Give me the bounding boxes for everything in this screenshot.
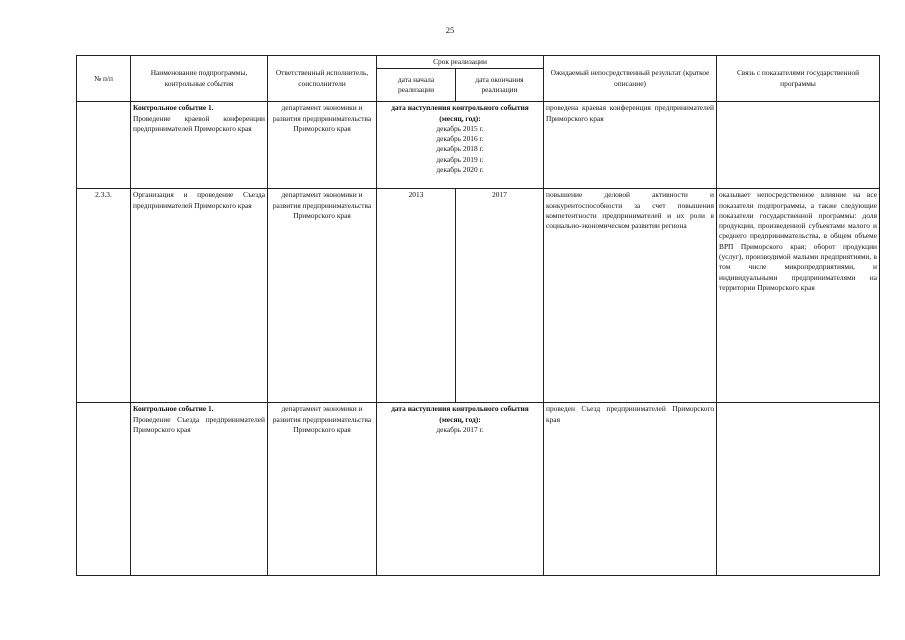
date-title: дата наступления контрольного события (месяц, год):: [391, 404, 529, 424]
page-number: 25: [445, 25, 455, 35]
date-item: декабрь 2016 г.: [436, 134, 484, 144]
row-num: 2.3.3.: [77, 189, 131, 403]
row-start: 2013: [377, 189, 456, 403]
header-link: Связь с показателями государственной программы: [717, 56, 880, 102]
date-item: декабрь 2015 г.: [436, 123, 484, 133]
date-title: дата наступления контрольного события (месяц, год):: [391, 103, 529, 123]
control-event-title: Контрольное событие 1.: [133, 103, 214, 113]
header-row: [77, 56, 880, 69]
row-responsible: департамент экономики и развития предпринимательства Приморского края: [268, 189, 377, 403]
table-row: [77, 403, 880, 576]
control-event-text: Проведение Съезда предпринимателей Приморского края: [133, 414, 265, 434]
row-name: [131, 102, 268, 189]
header-start: дата начала реализации: [377, 69, 456, 102]
date-item: декабрь 2019 г.: [436, 154, 484, 164]
header-result: Ожидаемый непосредственный результат (краткое описание): [544, 56, 717, 102]
row-responsible: департамент экономики и развития предпринимательства Приморского края: [268, 403, 377, 576]
row-end: 2017: [456, 189, 544, 403]
row-result: повышение деловой активности и конкурентоспособности за счет повышения компетентности предпринимателей и их роли в социально-экономическом развитии региона: [544, 189, 717, 403]
row-result: проведен Съезд предпринимателей Приморского края: [544, 403, 717, 576]
header-name: Наименование подпрограммы, контрольные события: [131, 56, 268, 102]
row-dates: [377, 403, 544, 576]
row-name: [131, 403, 268, 576]
implementation-table: [76, 55, 880, 576]
control-event-text: Проведение краевой конференции предпринимателей Приморского края: [133, 113, 265, 133]
date-item: декабрь 2018 г.: [436, 144, 484, 154]
row-link: [717, 102, 880, 189]
header-end: дата окончания реализации: [456, 69, 544, 102]
table-row: [77, 102, 880, 189]
row-num: [77, 102, 131, 189]
row-responsible: департамент экономики и развития предпринимательства Приморского края: [268, 102, 377, 189]
date-item: декабрь 2017 г.: [436, 424, 484, 434]
row-link: оказывает непосредственное влияние на все показатели подпрограммы, а также следующие показатели государственной программы: доля продукции, произведенной субъектами малого и среднего предпринимательства, в общем объеме ВРП Приморского края; оборот продукции (услуг), производимой малыми предприятиями, в том числе микропредприятиями, и индивидуальными предпринимателями на территории Приморского края: [717, 189, 880, 403]
header-num: № п/п: [77, 56, 131, 102]
header-period: Срок реализации: [377, 56, 544, 69]
control-event-title: Контрольное событие 1.: [133, 404, 214, 414]
row-num: [77, 403, 131, 576]
row-dates: [377, 102, 544, 189]
row-link: [717, 403, 880, 576]
row-result: проведена краевая конференция предпринимателей Приморского края: [544, 102, 717, 189]
table-row: [77, 189, 880, 403]
date-item: декабрь 2020 г.: [436, 165, 484, 175]
row-name: Организация и проведение Съезда предпринимателей Приморского края: [131, 189, 268, 403]
header-responsible: Ответственный исполнитель, соисполнители: [268, 56, 377, 102]
